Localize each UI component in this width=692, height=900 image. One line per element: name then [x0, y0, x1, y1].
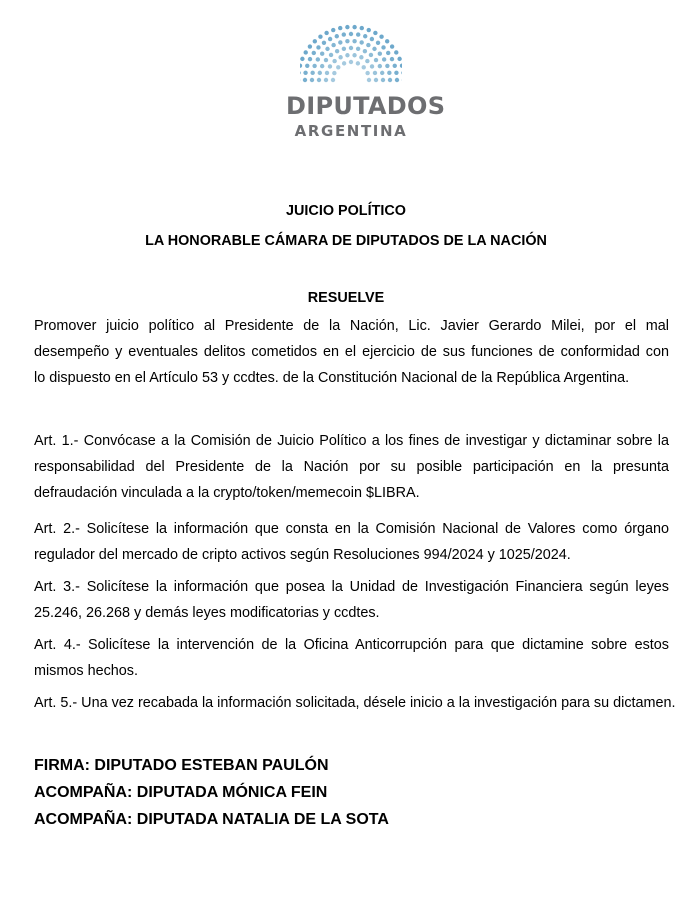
- seat-dot: [303, 71, 307, 75]
- seat-dot: [305, 64, 309, 68]
- seat-dot: [335, 49, 339, 53]
- seat-dot: [381, 78, 385, 82]
- seat-dot: [369, 53, 373, 57]
- seat-dot: [374, 78, 378, 82]
- article-line: mismos hechos.: [34, 663, 138, 679]
- seat-dot: [324, 78, 328, 82]
- seat-dot: [318, 71, 322, 75]
- logo-name: DIPUTADOS: [286, 92, 446, 120]
- seat-dot: [352, 39, 356, 43]
- seat-dot: [310, 71, 314, 75]
- signature-acompana-1: ACOMPAÑA: DIPUTADA MÓNICA FEIN: [34, 784, 328, 801]
- seat-dot: [400, 64, 402, 68]
- seat-dot: [370, 64, 374, 68]
- seat-dot: [372, 47, 376, 51]
- seat-dot: [359, 55, 363, 59]
- seat-dot: [325, 71, 329, 75]
- seat-dot: [376, 41, 380, 45]
- seat-dot: [356, 47, 360, 51]
- seat-dot: [373, 71, 377, 75]
- seat-dot: [356, 32, 360, 36]
- seat-dot: [381, 45, 385, 49]
- seat-dot: [335, 34, 339, 38]
- seat-dot: [304, 50, 308, 54]
- seat-dot: [303, 78, 307, 82]
- article-2: [34, 516, 669, 568]
- seat-dot: [320, 52, 324, 56]
- seat-dot: [385, 39, 389, 43]
- seat-dot: [331, 43, 335, 47]
- seat-dot: [349, 60, 353, 64]
- intro-line: desempeño y eventuales delitos cometidos en el ejercicio de sus funciones de conformidad con: [34, 344, 669, 360]
- logo-country: ARGENTINA: [294, 122, 408, 140]
- seat-dot: [331, 28, 335, 32]
- intro-line: Promover juicio político al Presidente de la Nación, Lic. Javier Gerardo Milei, por el mal: [34, 318, 669, 334]
- seat-dot: [312, 51, 316, 55]
- article-1: [34, 428, 669, 506]
- seat-dot: [378, 64, 382, 68]
- seat-dot: [338, 40, 342, 44]
- seat-dot: [338, 55, 342, 59]
- seat-dot: [308, 44, 312, 48]
- article-line: responsabilidad del Presidente de la Nación por su posible participación en la presunta: [34, 459, 669, 475]
- resuelve-heading: RESUELVE: [307, 290, 385, 306]
- article-3: [34, 574, 669, 626]
- seat-dot: [362, 65, 366, 69]
- seat-dot: [349, 46, 353, 50]
- seat-dot: [313, 39, 317, 43]
- seat-dot: [387, 71, 391, 75]
- document-title: JUICIO POLÍTICO: [286, 203, 406, 219]
- document-subtitle: LA HONORABLE CÁMARA DE DIPUTADOS DE LA NACIÓN: [145, 233, 547, 249]
- seat-dot: [367, 78, 371, 82]
- seat-dot: [366, 43, 370, 47]
- seat-dot: [359, 40, 363, 44]
- article-line: Art. 3.- Solicítese la información que posea la Unidad de Investigación Financiera según leyes: [34, 579, 669, 595]
- seat-dot: [328, 37, 332, 41]
- seat-dot: [322, 41, 326, 45]
- seat-dot: [378, 52, 382, 56]
- seat-dot: [352, 25, 356, 29]
- seat-dot: [332, 71, 336, 75]
- seat-dot: [363, 34, 367, 38]
- seat-dot: [393, 64, 397, 68]
- seat-dot: [342, 61, 346, 65]
- article-line: Art. 1.- Convócase a la Comisión de Juicio Político a los fines de investigar y dictaminar sobre la: [34, 433, 669, 449]
- diputados-logo: [286, 22, 446, 142]
- seat-dot: [317, 78, 321, 82]
- seat-dot: [367, 28, 371, 32]
- signature-firma: FIRMA: DIPUTADO ESTEBAN PAULÓN: [34, 757, 329, 774]
- seat-dot: [373, 31, 377, 35]
- seat-dot: [324, 58, 328, 62]
- seat-dot: [329, 53, 333, 57]
- article-5: [34, 690, 676, 716]
- article-line: Art. 2.- Solicítese la información que consta en la Comisión Nacional de Valores como órgano: [34, 521, 669, 537]
- seat-dot: [318, 35, 322, 39]
- seat-dot: [345, 39, 349, 43]
- article-4: [34, 632, 669, 684]
- seat-dot: [352, 53, 356, 57]
- seat-dot: [382, 57, 386, 61]
- seat-dot: [342, 47, 346, 51]
- seat-dot: [345, 25, 349, 29]
- seat-dot: [365, 71, 369, 75]
- article-line: 25.246, 26.268 y demás leyes modificatorias y ccdtes.: [34, 605, 380, 621]
- seat-dot: [300, 71, 301, 75]
- seat-dot: [356, 61, 360, 65]
- intro-paragraph: [34, 313, 669, 391]
- seat-dot: [386, 51, 390, 55]
- hemicycle-seats-icon: [300, 22, 402, 84]
- seat-dot: [345, 53, 349, 57]
- seat-dot: [379, 35, 383, 39]
- seat-dot: [394, 71, 398, 75]
- article-line: Art. 4.- Solicítese la intervención de la Oficina Anticorrupción para que dictamine sobre estos: [34, 637, 669, 653]
- seat-dot: [336, 65, 340, 69]
- article-line: regulador del mercado de cripto activos según Resoluciones 994/2024 y 1025/2024.: [34, 547, 571, 563]
- seat-dot: [342, 32, 346, 36]
- seat-dot: [320, 64, 324, 68]
- seat-dot: [325, 47, 329, 51]
- seat-dot: [363, 49, 367, 53]
- seat-dot: [338, 26, 342, 30]
- seat-dot: [380, 71, 384, 75]
- seat-dot: [401, 71, 402, 75]
- intro-line: lo dispuesto en el Artículo 53 y ccdtes. de la Constitución Nacional de la República Argentina.: [34, 370, 630, 386]
- seat-dot: [310, 78, 314, 82]
- seat-dot: [308, 57, 312, 61]
- seat-dot: [300, 57, 304, 61]
- seat-dot: [349, 32, 353, 36]
- seat-dot: [332, 59, 336, 63]
- seat-dot: [390, 44, 394, 48]
- seat-dot: [324, 31, 328, 35]
- seat-dot: [388, 78, 392, 82]
- seat-dot: [328, 64, 332, 68]
- signature-acompana-2: ACOMPAÑA: DIPUTADA NATALIA DE LA SOTA: [34, 811, 389, 828]
- seat-dot: [374, 58, 378, 62]
- article-line: defraudación vinculada a la crypto/token/memecoin $LIBRA.: [34, 485, 420, 501]
- seat-dot: [394, 50, 398, 54]
- seat-dot: [316, 45, 320, 49]
- seat-dot: [397, 57, 401, 61]
- seat-dot: [385, 64, 389, 68]
- seat-dot: [360, 26, 364, 30]
- seat-dot: [300, 64, 302, 68]
- article-line: Art. 5.- Una vez recabada la información solicitada, désele inicio a la investigación para su dictamen.: [34, 695, 676, 711]
- seat-dot: [312, 64, 316, 68]
- seat-dot: [370, 37, 374, 41]
- seat-dot: [390, 57, 394, 61]
- seat-dot: [395, 78, 399, 82]
- seat-dot: [365, 59, 369, 63]
- seat-dot: [331, 78, 335, 82]
- seat-dot: [316, 57, 320, 61]
